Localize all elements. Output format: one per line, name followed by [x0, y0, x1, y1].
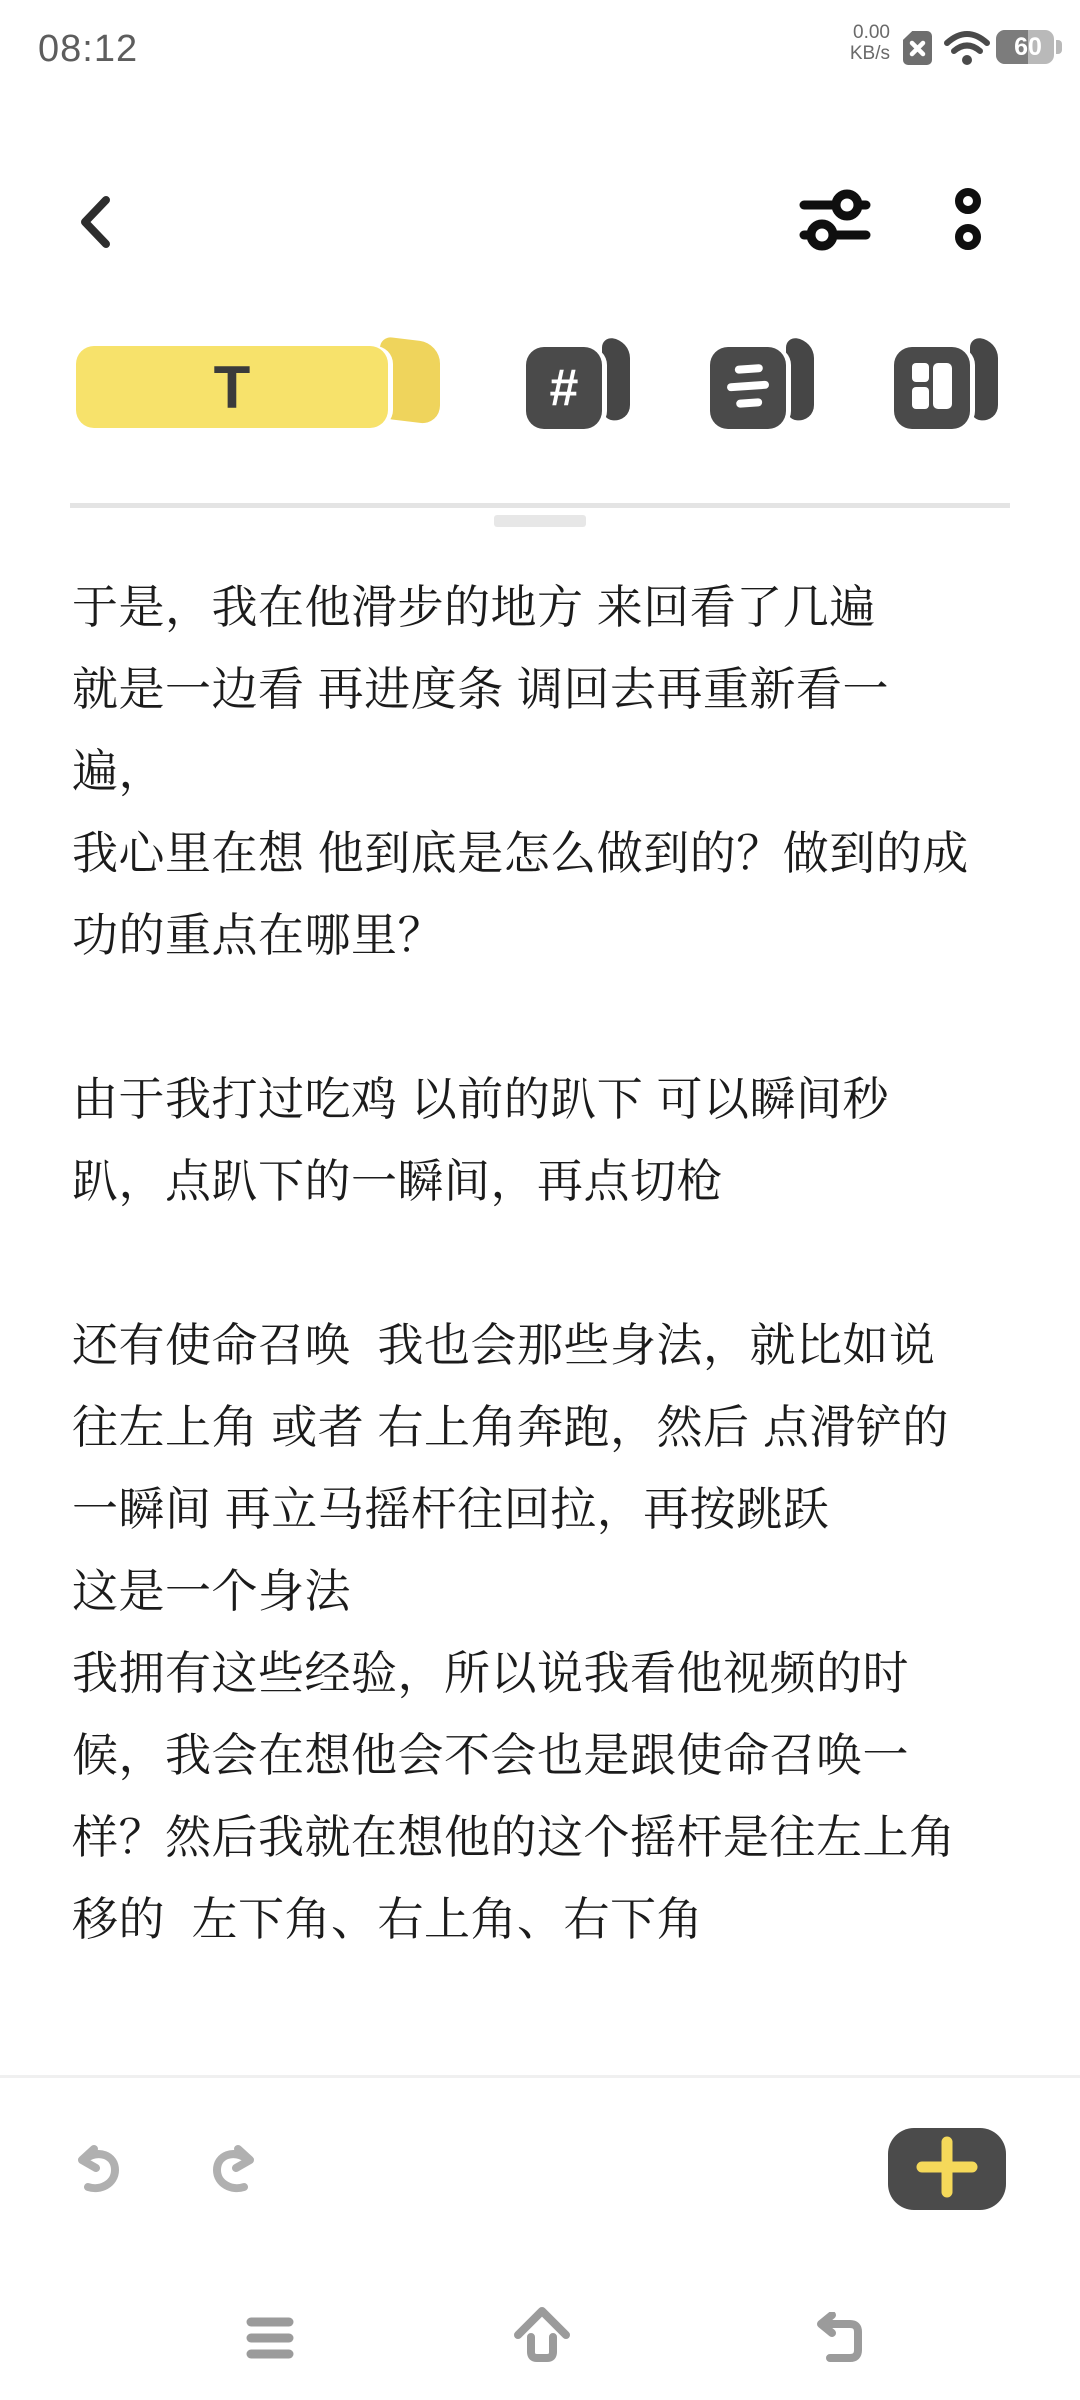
text-line: 于是，我在他滑步的地方 来回看了几遍 — [72, 581, 876, 633]
home-icon — [510, 2303, 574, 2370]
key-face — [526, 347, 602, 429]
redo-button[interactable] — [196, 2134, 272, 2210]
recents-button[interactable] — [230, 2300, 310, 2380]
text-style-button[interactable] — [76, 336, 440, 432]
text-line: 趴，点趴下的一瞬间，再点切枪 — [72, 1155, 723, 1207]
key-face — [710, 347, 786, 429]
text-line: 功的重点在哪里？ — [72, 909, 444, 961]
undo-button[interactable] — [60, 2134, 136, 2210]
key-side — [970, 337, 998, 422]
text-line: 样？然后我就在想他的这个摇杆是往左上角 — [72, 1811, 956, 1863]
back-nav-button[interactable] — [796, 2300, 876, 2380]
key-side — [380, 336, 440, 425]
text-line: 我拥有这些经验，所以说我看他视频的时 — [72, 1647, 909, 1699]
status-bar — [0, 0, 1080, 90]
clock-time: 08:12 — [38, 28, 139, 70]
back-return-icon — [808, 2312, 864, 2369]
home-button[interactable] — [502, 2296, 582, 2376]
two-dots-more-icon — [954, 187, 982, 258]
network-speed — [850, 22, 890, 64]
layout-panels-icon — [906, 356, 958, 421]
text-line: 往左上角 或者 右上角奔跑，然后 点滑铲的 — [72, 1401, 949, 1453]
network-speed-unit: KB/s — [849, 43, 890, 64]
recents-menu-icon — [245, 2312, 295, 2369]
drag-handle[interactable] — [494, 515, 586, 527]
editor-content[interactable] — [72, 566, 1022, 1960]
text-line — [72, 976, 1022, 1058]
app-bar — [0, 170, 1080, 280]
text-line: 就是一边看 再进度条 调回去再重新看一 — [72, 663, 890, 715]
sim-no-service-icon — [903, 31, 932, 65]
more-button[interactable] — [936, 178, 1000, 266]
tune-sliders-icon — [799, 188, 871, 257]
tune-button[interactable] — [790, 180, 880, 264]
chevron-left-icon — [76, 194, 116, 255]
battery-icon — [996, 30, 1054, 64]
add-button[interactable] — [888, 2128, 1006, 2210]
hash-icon: # — [549, 359, 579, 417]
network-speed-value: 0.00 — [853, 22, 890, 43]
redo-icon — [206, 2142, 262, 2203]
key-face — [76, 346, 388, 428]
text-line: 候，我会在想他会不会也是跟使命召唤一 — [72, 1729, 909, 1781]
layout-board-button[interactable] — [894, 337, 998, 433]
system-nav-bar — [0, 2290, 1080, 2400]
text-line: 还有使命召唤 我也会那些身法，就比如说 — [72, 1319, 936, 1371]
text-line: 这是一个身法 — [72, 1565, 351, 1617]
battery-level: 60 — [1014, 32, 1042, 61]
list-outline-button[interactable] — [710, 337, 814, 433]
toolbar-divider — [70, 503, 1010, 508]
undo-icon — [70, 2142, 126, 2203]
text-style-label: T — [213, 353, 251, 421]
key-face — [894, 347, 970, 429]
text-line: 我心里在想 他到底是怎么做到的？做到的成 — [72, 827, 969, 879]
bottom-toolbar-divider — [0, 2075, 1080, 2078]
key-side — [602, 337, 630, 422]
text-line: 由于我打过吃鸡 以前的趴下 可以瞬间秒 — [72, 1073, 890, 1125]
text-line: 移的 左下角、右上角、右下角 — [72, 1893, 704, 1945]
text-line: 一瞬间 再立马摇杆往回拉，再按跳跃 — [72, 1483, 830, 1535]
text-line: 遍， — [72, 745, 165, 797]
list-lines-icon — [723, 357, 773, 420]
key-side — [786, 337, 814, 422]
wifi-icon — [944, 30, 990, 71]
battery-nub — [1056, 40, 1062, 54]
text-line — [72, 1222, 1022, 1304]
hash-tag-button[interactable] — [526, 337, 630, 433]
plus-icon — [916, 2136, 978, 2203]
back-button[interactable] — [66, 184, 126, 264]
